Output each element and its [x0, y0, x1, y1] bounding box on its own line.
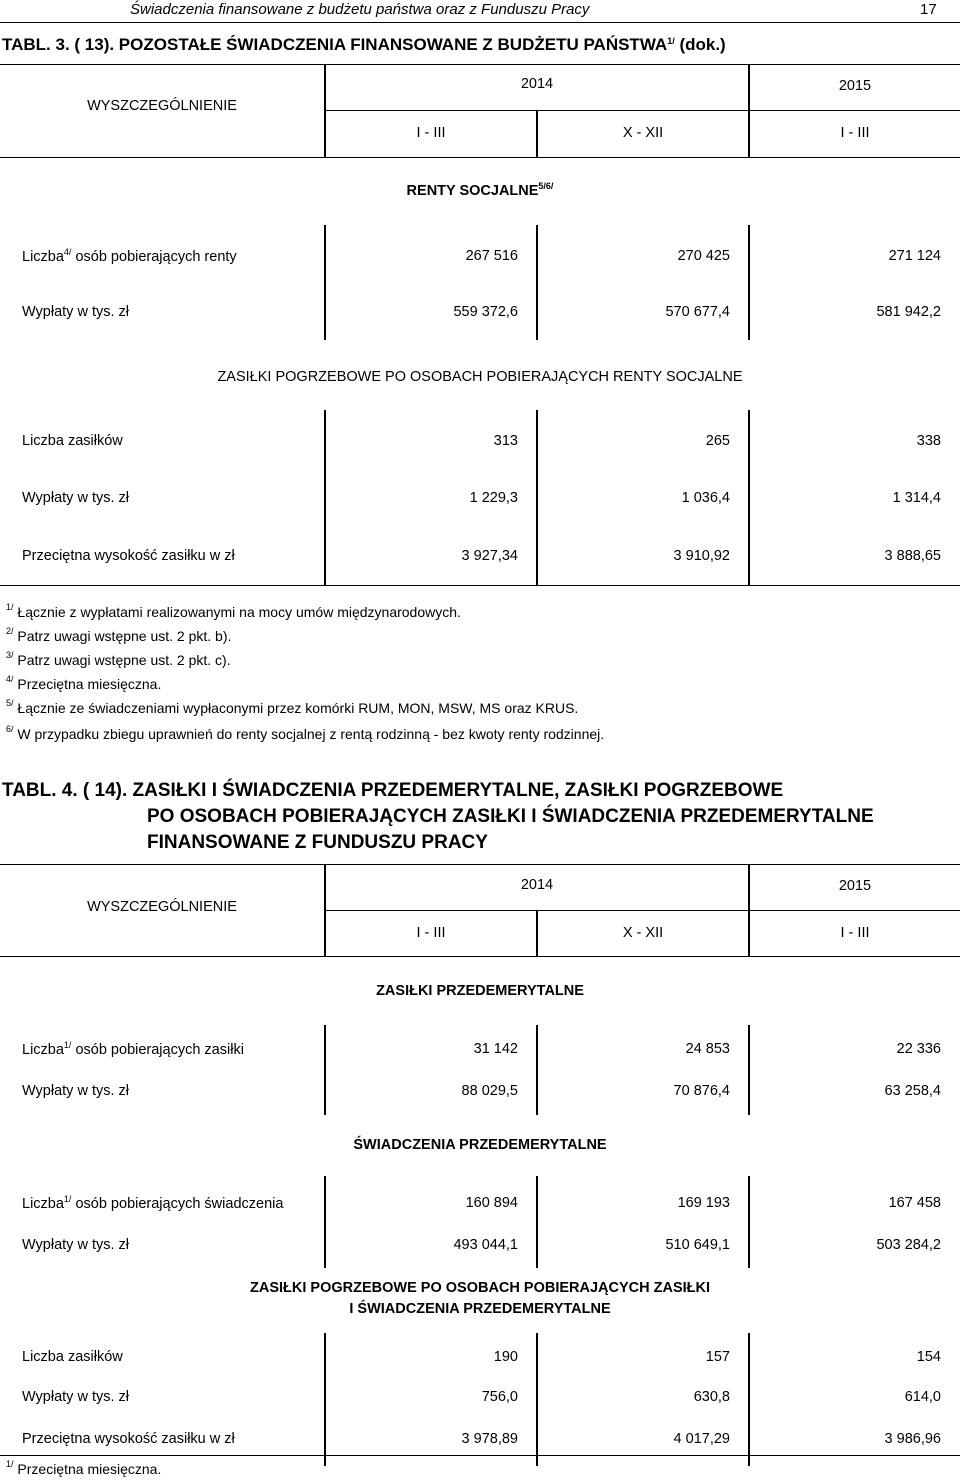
table3-section-renty: RENTY $SOCJALNE^{5/6/}$ — [406, 181, 554, 199]
cell: 271 124 — [888, 248, 941, 264]
cell: 581 942,2 — [876, 304, 941, 320]
table4-title-line3: FINANSOWANE Z FUNDUSZU PRACY — [147, 832, 488, 853]
cell: 190 — [493, 1349, 518, 1365]
cell: 70 876,4 — [673, 1083, 730, 1099]
cell: 63 258,4 — [884, 1083, 941, 1099]
footnote: $^{6/}$ W przypadku zbiegu uprawnień do renty socjalnej z rentą rodzinną - bez kwoty renty rodzinnej. — [6, 724, 605, 742]
cell: 160 894 — [465, 1195, 518, 1211]
cell: 3 986,96 — [884, 1431, 941, 1447]
table4-col-3: I - III — [840, 925, 870, 941]
row-label: Przeciętna wysokość zasiłku w zł — [22, 548, 235, 564]
row-label: Liczba$^{4/}$ osób pobierających renty — [22, 247, 237, 265]
table4-section-swiadczenia: ŚWIADCZENIA PRZEDEMERYTALNE — [353, 1137, 607, 1153]
footnote: $^{4/}$ Przeciętna miesięczna. — [6, 674, 162, 692]
cell: 169 193 — [677, 1195, 730, 1211]
table4-section-zasilki: ZASIŁKI PRZEDEMERYTALNE — [376, 983, 584, 999]
row-label: Wypłaty w tys. zł — [22, 304, 130, 320]
row-label: Liczba zasiłków — [22, 433, 123, 449]
table3-top-rule — [0, 64, 960, 65]
cell: 167 458 — [888, 1195, 941, 1211]
table4-header-label: WYSZCZEGÓLNIENIE — [87, 899, 237, 915]
cell: 3 910,92 — [673, 548, 730, 564]
cell: 493 044,1 — [453, 1237, 518, 1253]
cell: 24 853 — [685, 1041, 730, 1057]
table3-year-2014: 2014 — [520, 76, 554, 92]
header-rule — [0, 22, 960, 23]
cell: 270 425 — [677, 248, 730, 264]
cell: 3 927,34 — [461, 548, 518, 564]
row-label: Wypłaty w tys. zł — [22, 490, 130, 506]
footnote: $^{3/}$ Patrz uwagi wstępne ust. 2 pkt. c). — [6, 650, 231, 668]
cell: 265 — [705, 433, 730, 449]
cell: 157 — [705, 1349, 730, 1365]
cell: 1 229,3 — [469, 490, 518, 506]
cell: 1 036,4 — [681, 490, 730, 506]
table4-title-line2: PO OSOBACH POBIERAJĄCYCH ZASIŁKI I ŚWIADCZENIA PRZEDEMERYTALNE — [147, 806, 874, 827]
footnote: $^{1/}$ Łącznie z wypłatami realizowanymi na mocy umów międzynarodowych. — [6, 602, 461, 620]
table3-header-label: WYSZCZEGÓLNIENIE — [87, 98, 237, 114]
cell: 313 — [493, 433, 518, 449]
footnote: $^{1/}$ Przeciętna miesięczna. — [6, 1459, 162, 1477]
cell: 570 677,4 — [665, 304, 730, 320]
table3-year-2015: 2015 — [838, 78, 872, 94]
cell: 3 978,89 — [461, 1431, 518, 1447]
cell: 614,0 — [904, 1389, 941, 1405]
row-label: Wypłaty w tys. zł — [22, 1237, 130, 1253]
cell: 503 284,2 — [876, 1237, 941, 1253]
table4-title-line1: TABL. 4. ( 14). ZASIŁKI I ŚWIADCZENIA PRZEDEMERYTALNE, ZASIŁKI POGRZEBOWE — [2, 780, 784, 801]
table3-col-3: I - III — [840, 125, 870, 141]
table4-year-2015: 2015 — [838, 878, 872, 894]
running-header: Świadczenia finansowane z budżetu państwa oraz z Funduszu Pracy — [130, 1, 590, 18]
cell: 630,8 — [693, 1389, 730, 1405]
cell: 22 336 — [896, 1041, 941, 1057]
cell: 4 017,29 — [673, 1431, 730, 1447]
table4-col-2: X - XII — [622, 925, 664, 941]
cell: 756,0 — [481, 1389, 518, 1405]
table3-title: TABL. 3. ( 13). POZOSTAŁE ŚWIADCZENIA FINANSOWANE Z BUDŻETU $PAŃSTWA^{1/}$ (dok.) — [2, 35, 726, 54]
row-label: Liczba$^{1/}$ osób pobierających świadczenia — [22, 1194, 284, 1212]
row-label: Przeciętna wysokość zasiłku w zł — [22, 1431, 235, 1447]
footnote: $^{2/}$ Patrz uwagi wstępne ust. 2 pkt. b). — [6, 626, 232, 644]
cell: 31 142 — [473, 1041, 518, 1057]
cell: 3 888,65 — [884, 548, 941, 564]
cell: 267 516 — [465, 248, 518, 264]
cell: 338 — [916, 433, 941, 449]
row-label: Wypłaty w tys. zł — [22, 1083, 130, 1099]
table3-section-zasilki: ZASIŁKI POGRZEBOWE PO OSOBACH POBIERAJĄCYCH RENTY SOCJALNE — [217, 369, 743, 385]
cell: 510 649,1 — [665, 1237, 730, 1253]
table3-col-2: X - XII — [622, 125, 664, 141]
table4-year-2014: 2014 — [520, 877, 554, 893]
table4-section-pogrzebowe-line1: ZASIŁKI POGRZEBOWE PO OSOBACH POBIERAJĄCYCH ZASIŁKI — [250, 1280, 710, 1296]
page-number: 17 — [920, 1, 937, 18]
row-label: Liczba$^{1/}$ osób pobierających zasiłki — [22, 1040, 244, 1058]
table3-col-1: I - III — [416, 125, 446, 141]
cell: 1 314,4 — [892, 490, 941, 506]
cell: 154 — [916, 1349, 941, 1365]
cell: 88 029,5 — [461, 1083, 518, 1099]
table4-section-pogrzebowe-line2: I ŚWIADCZENIA PRZEDEMERYTALNE — [349, 1301, 611, 1317]
row-label: Liczba zasiłków — [22, 1349, 123, 1365]
table4-col-1: I - III — [416, 925, 446, 941]
cell: 559 372,6 — [453, 304, 518, 320]
row-label: Wypłaty w tys. zł — [22, 1389, 130, 1405]
footnote: $^{5/}$ Łącznie ze świadczeniami wypłaconymi przez komórki RUM, MON, MSW, MS oraz KRUS. — [6, 698, 579, 716]
